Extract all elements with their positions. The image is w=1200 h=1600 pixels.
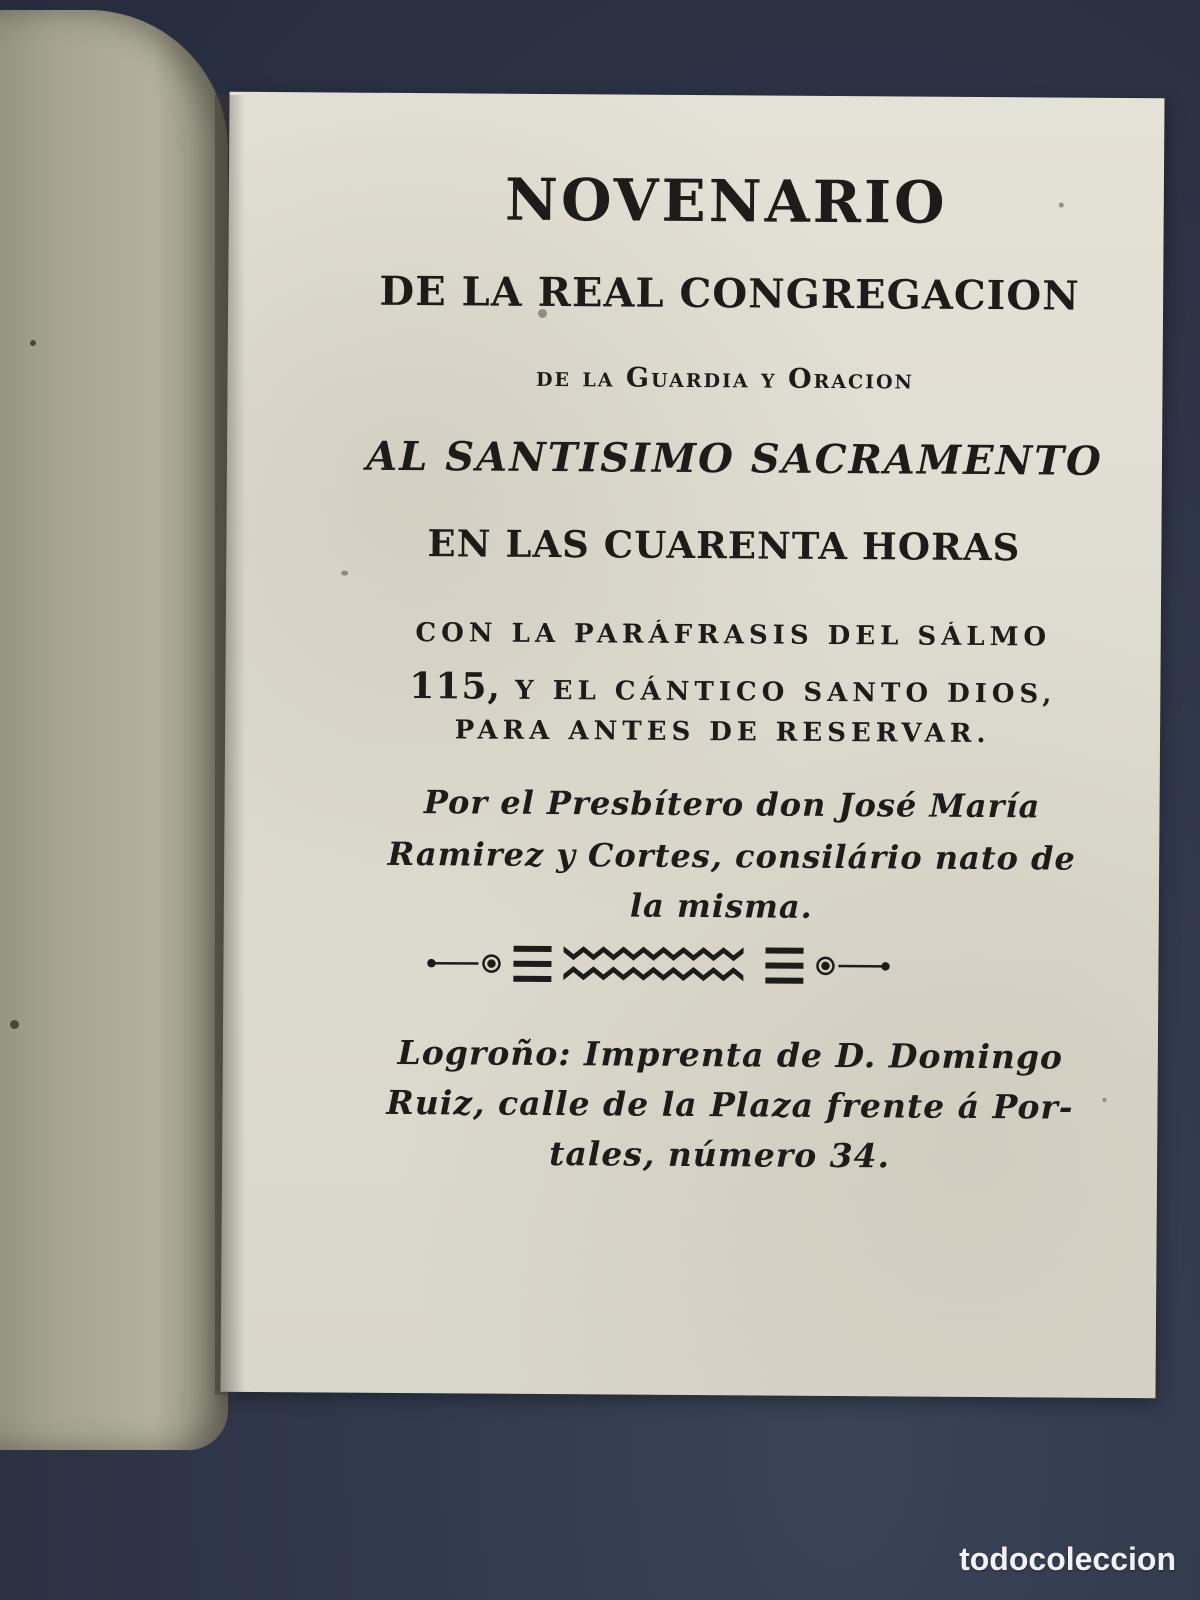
imprint-line: Ruiz, calle de la Plaza frente á Por- bbox=[386, 1082, 1074, 1127]
paraphrase-line: CON LA PARÁFRASIS DEL SÁLMO bbox=[415, 618, 1052, 653]
imprint-line: tales, número 34. bbox=[549, 1134, 891, 1176]
subtitle-line: EN LAS CUARENTA HORAS bbox=[427, 521, 1021, 570]
paraphrase-line: PARA ANTES DE RESERVAR. bbox=[454, 715, 991, 750]
book-gutter bbox=[215, 95, 245, 1395]
ornament-icon bbox=[423, 933, 893, 996]
subtitle-line: AL SANTISIMO SACRAMENTO bbox=[366, 432, 1103, 485]
title-page bbox=[220, 92, 1164, 1398]
title-page-text bbox=[220, 92, 1164, 1398]
watermark: todocoleccion bbox=[959, 1541, 1176, 1577]
imprint-line: Logroño: Imprenta de D. Domingo bbox=[397, 1032, 1064, 1077]
paper-speck bbox=[10, 1020, 19, 1029]
left-page bbox=[0, 10, 228, 1450]
author-line: Ramirez y Cortes, consilário nato de bbox=[387, 834, 1076, 878]
author-line: la misma. bbox=[629, 886, 813, 926]
paraphrase-line-rest: Y EL CÁNTICO SANTO DIOS, bbox=[500, 675, 1057, 710]
subtitle-line: de la Guardia y Oracion bbox=[536, 361, 915, 396]
page-title: NOVENARIO bbox=[504, 165, 948, 237]
paraphrase-line bbox=[285, 664, 1140, 712]
paper-speck bbox=[30, 340, 36, 346]
subtitle-line: DE LA REAL CONGREGACION bbox=[379, 267, 1080, 320]
author-line: Por el Presbítero don José María bbox=[423, 783, 1041, 826]
psalm-number: 115, bbox=[409, 665, 502, 708]
